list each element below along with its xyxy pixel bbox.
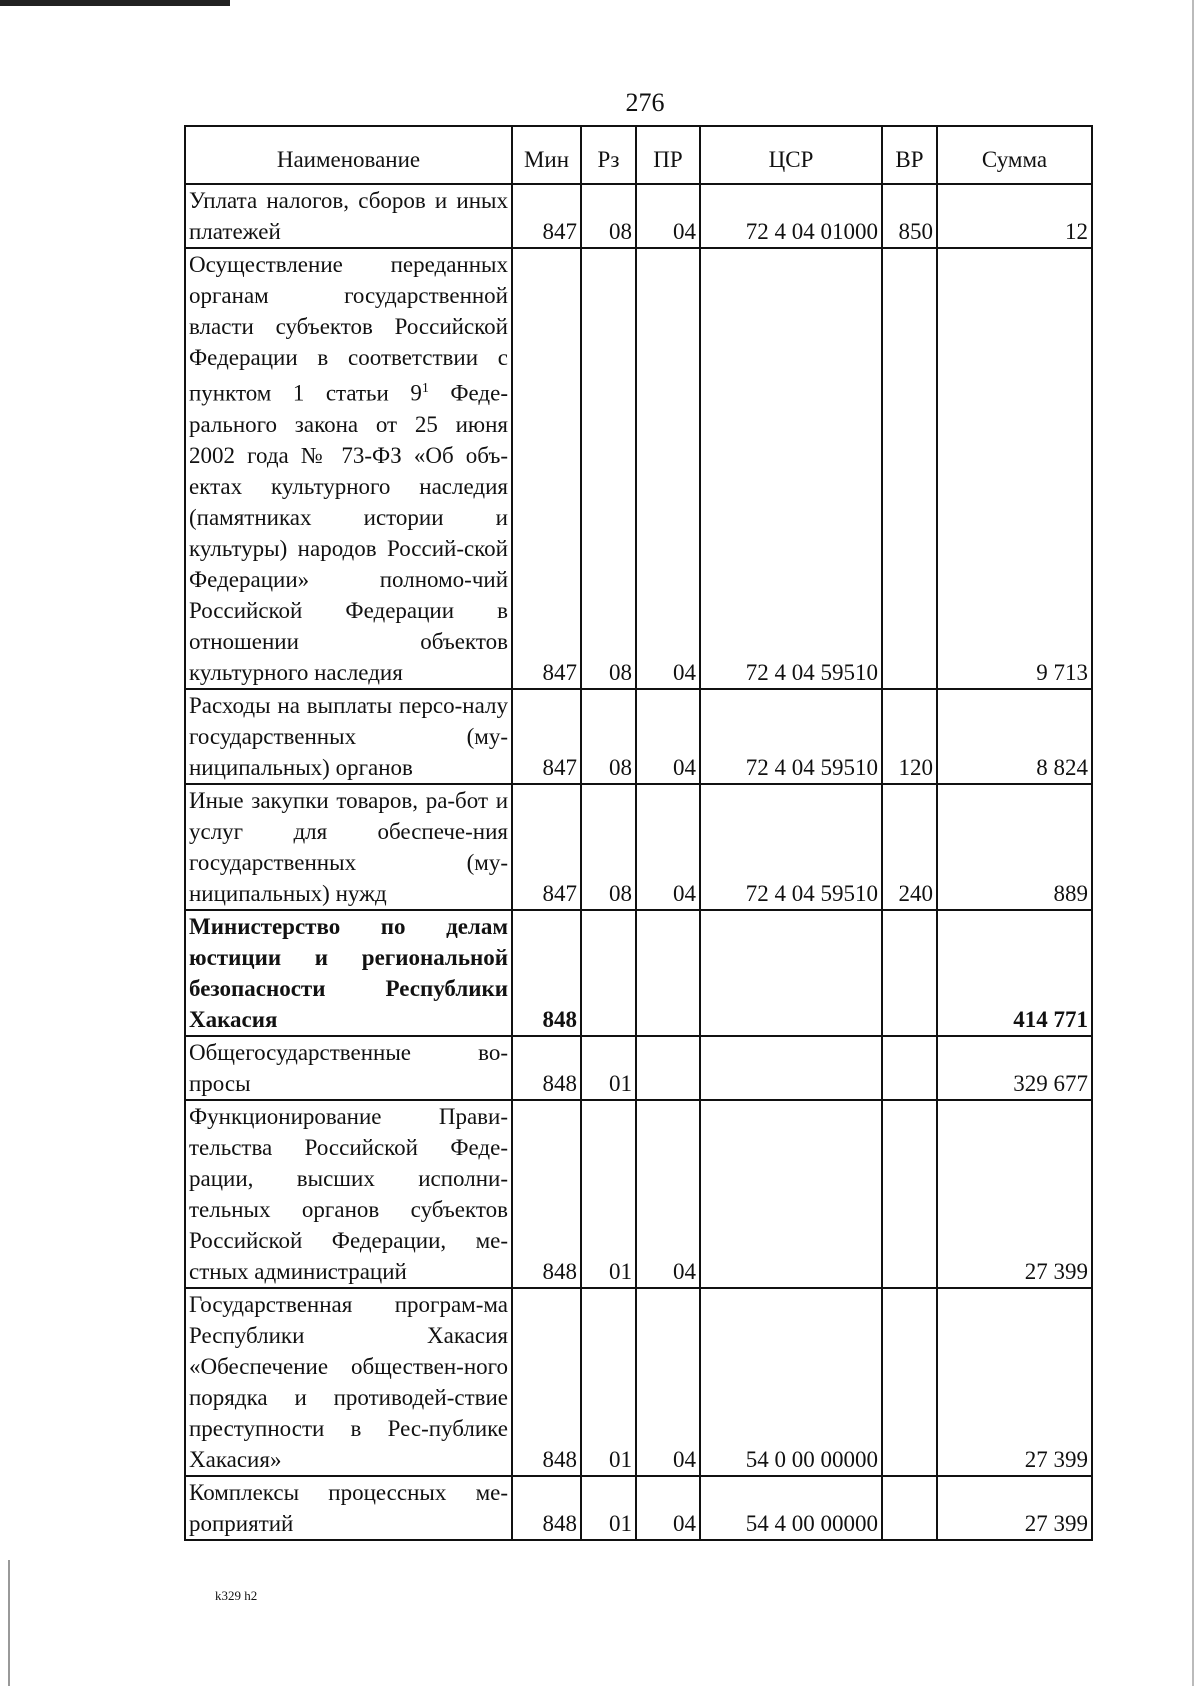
cell-rz: 01 (581, 1288, 636, 1476)
cell-pr (636, 1036, 700, 1100)
cell-min: 847 (512, 784, 581, 910)
table-row (185, 1036, 1092, 1100)
cell-csr (700, 1036, 882, 1100)
cell-rz: 08 (581, 784, 636, 910)
scan-edge-right (1192, 0, 1194, 1686)
cell-vr (882, 1100, 937, 1288)
cell-min: 848 (512, 910, 581, 1036)
cell-sum: 27 399 (937, 1476, 1092, 1540)
table-row (185, 1100, 1092, 1288)
header-min: Мин (512, 126, 581, 184)
cell-pr: 04 (636, 248, 700, 689)
header-pr: ПР (636, 126, 700, 184)
cell-pr: 04 (636, 1476, 700, 1540)
cell-name: Расходы на выплаты персо-налу государственных (му-ниципальных) органов (185, 689, 512, 784)
cell-rz: 01 (581, 1036, 636, 1100)
cell-min: 848 (512, 1100, 581, 1288)
header-vr: ВР (882, 126, 937, 184)
header-sum: Сумма (937, 126, 1092, 184)
cell-sum: 8 824 (937, 689, 1092, 784)
header-rz: Рз (581, 126, 636, 184)
cell-rz (581, 910, 636, 1036)
cell-name: Министерство по делам юстиции и региональной безопасности Республики Хакасия (185, 910, 512, 1036)
page-number: 276 (625, 88, 665, 117)
cell-name: Общегосударственные во-просы (185, 1036, 512, 1100)
cell-vr (882, 910, 937, 1036)
cell-vr: 240 (882, 784, 937, 910)
cell-pr: 04 (636, 1288, 700, 1476)
cell-rz: 08 (581, 248, 636, 689)
cell-name: Осуществление переданных органам государственной власти субъектов Российской Федерации в соответствии с пунктом 1 статьи $9^1$ Феде-рального закона от 25 июня 2002 года № 73-ФЗ «Об объ-ектах культурного наследия (памятниках истории и культуры) народов Россий-ской Федерации» полномо-чий Российской Федерации в отношении объектов культурного наследия (185, 248, 512, 689)
cell-csr: 54 0 00 00000 (700, 1288, 882, 1476)
cell-vr: 120 (882, 689, 937, 784)
table-row (185, 689, 1092, 784)
cell-csr: 54 4 00 00000 (700, 1476, 882, 1540)
cell-vr (882, 1476, 937, 1540)
cell-vr (882, 1288, 937, 1476)
footer-code: k329 h2 (215, 1588, 258, 1603)
scan-edge-left (8, 1560, 10, 1686)
cell-pr: 04 (636, 784, 700, 910)
cell-sum: 9 713 (937, 248, 1092, 689)
cell-vr: 850 (882, 184, 937, 248)
cell-name: Государственная програм-ма Республики Хакасия «Обеспечение обществен-ного порядка и противодей-ствие преступности в Рес-публике Хакасия» (185, 1288, 512, 1476)
cell-min: 847 (512, 689, 581, 784)
cell-rz: 01 (581, 1100, 636, 1288)
cell-name: Уплата налогов, сборов и иных платежей (185, 184, 512, 248)
table-body (185, 184, 1092, 1540)
cell-min: 847 (512, 248, 581, 689)
cell-csr (700, 910, 882, 1036)
cell-sum: 889 (937, 784, 1092, 910)
cell-sum: 329 677 (937, 1036, 1092, 1100)
cell-sum: 27 399 (937, 1288, 1092, 1476)
header-name: Наименование (185, 126, 512, 184)
cell-min: 848 (512, 1476, 581, 1540)
table-row (185, 1288, 1092, 1476)
cell-name: Иные закупки товаров, ра-бот и услуг для обеспече-ния государственных (му-ниципальных) нужд (185, 784, 512, 910)
cell-rz: 08 (581, 689, 636, 784)
table-row (185, 910, 1092, 1036)
cell-sum: 12 (937, 184, 1092, 248)
cell-rz: 01 (581, 1476, 636, 1540)
cell-vr (882, 1036, 937, 1100)
cell-csr: 72 4 04 01000 (700, 184, 882, 248)
header-csr: ЦСР (700, 126, 882, 184)
cell-pr: 04 (636, 1100, 700, 1288)
cell-pr: 04 (636, 689, 700, 784)
cell-min: 848 (512, 1288, 581, 1476)
cell-csr: 72 4 04 59510 (700, 689, 882, 784)
cell-sum: 414 771 (937, 910, 1092, 1036)
table-header-row (185, 126, 1092, 184)
cell-min: 848 (512, 1036, 581, 1100)
table-row (185, 184, 1092, 248)
cell-vr (882, 248, 937, 689)
cell-csr: 72 4 04 59510 (700, 784, 882, 910)
cell-sum: 27 399 (937, 1100, 1092, 1288)
cell-pr (636, 910, 700, 1036)
cell-csr: 72 4 04 59510 (700, 248, 882, 689)
table-row (185, 784, 1092, 910)
cell-pr: 04 (636, 184, 700, 248)
table-row (185, 1476, 1092, 1540)
cell-name: Функционирование Прави-тельства Российской Феде-рации, высших исполни-тельных органов субъектов Российской Федерации, ме-стных администраций (185, 1100, 512, 1288)
cell-min: 847 (512, 184, 581, 248)
cell-csr (700, 1100, 882, 1288)
cell-name: Комплексы процессных ме-роприятий (185, 1476, 512, 1540)
cell-rz: 08 (581, 184, 636, 248)
budget-table (184, 125, 1093, 1541)
table-row (185, 248, 1092, 689)
scan-edge-top (0, 0, 230, 6)
